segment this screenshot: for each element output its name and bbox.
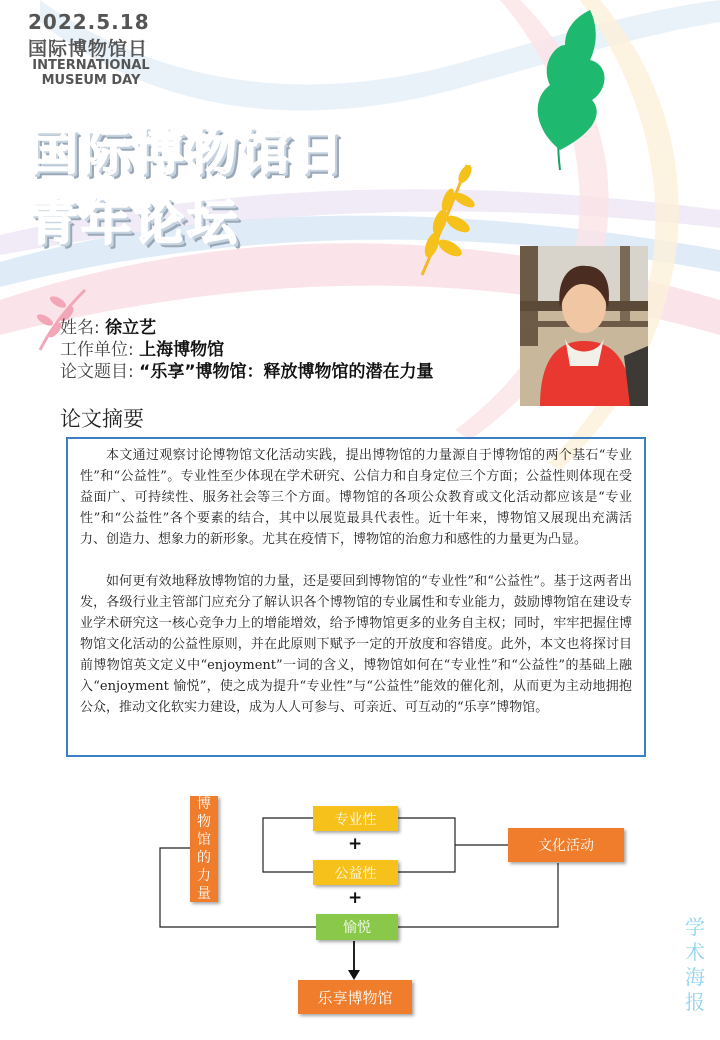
activities-box: 文化活动 [508,828,624,862]
event-name-en-line2: MUSEUM DAY [41,73,141,88]
abstract-paragraph-1: 本文通过观察讨论博物馆文化活动实践，提出博物馆的力量源自于博物馆的两个基石“专业性”和“公益性”。专业性至少体现在学术研究、公信力和自身定位三个方面；公益性则体现在受益面广、可持续性、服务社会等三个方面。博物馆的各项公众教育或文化活动都应该是“专业性”和“公益性”各个要素的结合，其中以展览最具代表性。近十年来，博物馆又展现出充满活力、创造力、想象力的新形象。尤其在疫情下，博物馆的治愈力和感性的力量更为凸显。 [80,448,632,547]
result-box: 乐享博物馆 [298,980,412,1014]
event-name-cn: 国际博物馆日 [28,38,149,60]
abstract-paragraph-2: 如何更有效地释放博物馆的力量，还是要回到博物馆的“专业性”和“公益性”。基于这两者出发，各级行业主管部门应充分了解认识各个博物馆的专业属性和专业能力，鼓励博物馆在建设专业学术研究这一核心竞争力上的增能增效，给予博物馆更多的业务自主权；同时，牢牢把握住博物馆文化活动的公益性原则，并在此原则下赋予一定的开放度和容错度。此外，本文也将探讨目前博物馆英文定义中“enjoyment”一词的含义，博物馆如何在“专业性”和“公益性”的基础上融入“enjoyment 愉悦”，使之成为提升“专业性”与“公益性”能效的催化剂，从而更为主动地拥抱公众，推动文化软实力建设，成为人人可参与、可亲近、可互动的“乐享”博物馆。 [80,574,632,715]
plus-sign-2: + [348,888,363,908]
name-value: 徐立艺 [105,318,157,338]
power-box: 博物馆的力量 [190,796,218,902]
unit-value: 上海博物馆 [139,340,225,360]
public-box: 公益性 [313,860,398,885]
arrow-head [348,970,360,980]
joy-box: 愉悦 [316,914,398,940]
connector-professional-right [398,818,455,872]
name-label: 姓名: [60,318,100,338]
plus-sign-1: + [348,834,363,854]
side-label: 学术海报 [685,915,705,1014]
page-title-line1: 国际博物馆日 [28,123,346,181]
unit-label: 工作单位: [60,340,134,360]
event-name-en-line1: INTERNATIONAL [32,58,150,73]
event-date: 2022.5.18 [28,10,150,34]
professional-box: 专业性 [313,806,398,831]
page-title-line2: 青年论坛 [28,193,240,251]
abstract-heading: 论文摘要 [60,407,144,431]
topic-value: “乐享”博物馆：释放博物馆的潜在力量 [139,362,434,382]
topic-label: 论文题目: [60,362,134,382]
connector-professional-left [263,818,313,872]
connector-power-loop [160,848,316,927]
